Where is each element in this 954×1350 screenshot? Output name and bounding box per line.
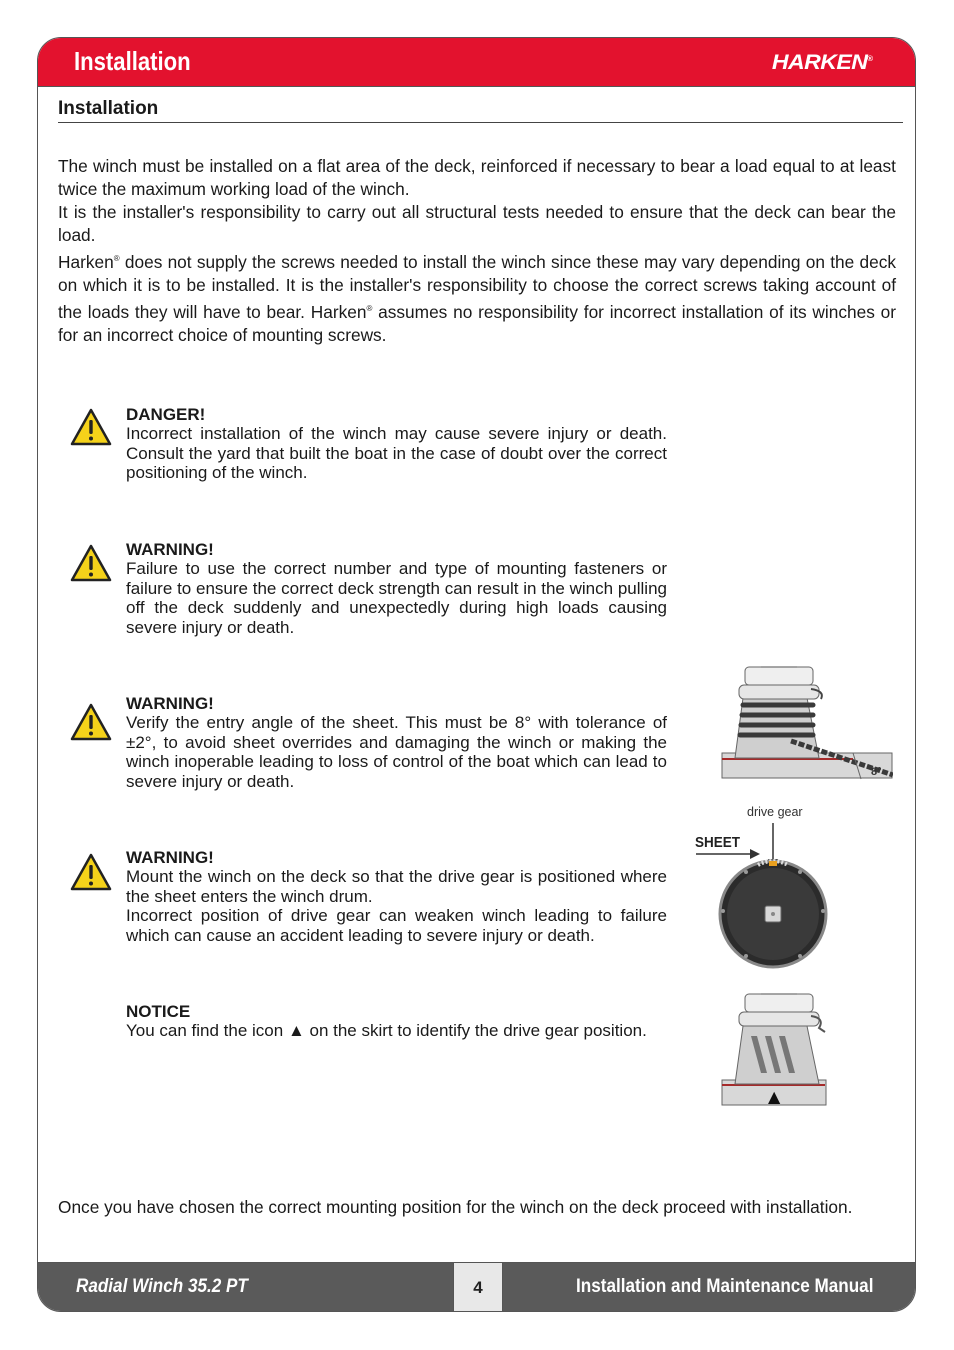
warning-notice-drive-gear [126, 848, 667, 945]
footer-product: Radial Winch 35.2 PT [76, 1276, 248, 1297]
intro-text [58, 155, 896, 347]
page-header [38, 38, 915, 87]
drive-gear-label: drive gear [747, 805, 803, 819]
warning-triangle-icon [70, 408, 112, 446]
notice-text: Mount the winch on the deck so that the drive gear is positioned where the sheet enters the winch drum. [126, 867, 667, 906]
danger-notice [126, 405, 667, 483]
notice-title: NOTICE [126, 1002, 191, 1021]
drive-gear-marker-icon: ▲ [768, 1087, 781, 1106]
notice-text: You can find the icon ▲ on the skirt to identify the drive gear position. [126, 1021, 647, 1041]
section-title: Installation [58, 98, 159, 119]
notice-text: Failure to use the correct number and type of mounting fasteners or failure to ensure the correct deck strength can result in the winch pulling off the deck suddenly and unexpectedly during high loads causing severe injury or death. [126, 559, 667, 637]
section-divider [58, 122, 903, 123]
page-footer [38, 1262, 915, 1311]
page-number-box [453, 1263, 503, 1311]
page-number: 4 [473, 1278, 483, 1297]
harken-logo [772, 51, 873, 75]
notice-text: Verify the entry angle of the sheet. This must be 8° with tolerance of ±2°, to avoid sheet overrides and damaging the winch or making the winch inoperable leading to loss of control of the boat which can lead to severe injury or death. [126, 713, 667, 791]
intro-paragraph-2: It is the installer's responsibility to carry out all structural tests needed to ensure that the deck can bear the load. [58, 202, 896, 245]
footer-manual-title: Installation and Maintenance Manual [575, 1276, 873, 1297]
notice-title: WARNING! [126, 848, 214, 867]
notice-title: WARNING! [126, 540, 214, 559]
warning-triangle-icon [70, 853, 112, 891]
notice-drive-gear-icon [126, 1002, 667, 1041]
winch-skirt-marker-figure [721, 988, 831, 1108]
warning-triangle-icon [70, 703, 112, 741]
angle-label: 8° [871, 766, 882, 778]
sheet-label: SHEET [695, 834, 741, 851]
intro-paragraph-3: Harken® does not supply the screws needed to install the winch since these may vary depending on the deck on which it is to be installed. It is the installer's responsibility to choose the correct screws taking account of the loads they will have to bear. Harken® assumes no responsibility for incorrect installation of its winches or for an incorrect choice of mounting screws. [58, 251, 897, 345]
winch-sheet-angle-figure [721, 663, 893, 781]
page-frame [37, 37, 916, 1312]
notice-title: DANGER! [126, 405, 206, 424]
notice-text: Incorrect installation of the winch may cause severe injury or death. Consult the yard that built the boat in the case of doubt over the correct positioning of the winch. [126, 424, 667, 483]
winch-top-view-figure [694, 821, 834, 971]
logo-mark: ® [867, 56, 873, 63]
header-title: Installation [74, 46, 191, 76]
warning-triangle-icon [70, 544, 112, 582]
notice-title: WARNING! [126, 694, 214, 713]
closing-text: Once you have chosen the correct mounting position for the winch on the deck proceed with installation. [58, 1197, 853, 1217]
warning-notice-angle [126, 694, 667, 791]
warning-notice-fasteners [126, 540, 667, 637]
intro-paragraph-1: The winch must be installed on a flat area of the deck, reinforced if necessary to bear a load equal to at least twice the maximum working load of the winch. [58, 156, 896, 199]
notice-text-2: Incorrect position of drive gear can weaken winch leading to failure which can cause an accident leading to severe injury or death. [126, 906, 667, 945]
logo-text: HARKEN [772, 51, 868, 74]
